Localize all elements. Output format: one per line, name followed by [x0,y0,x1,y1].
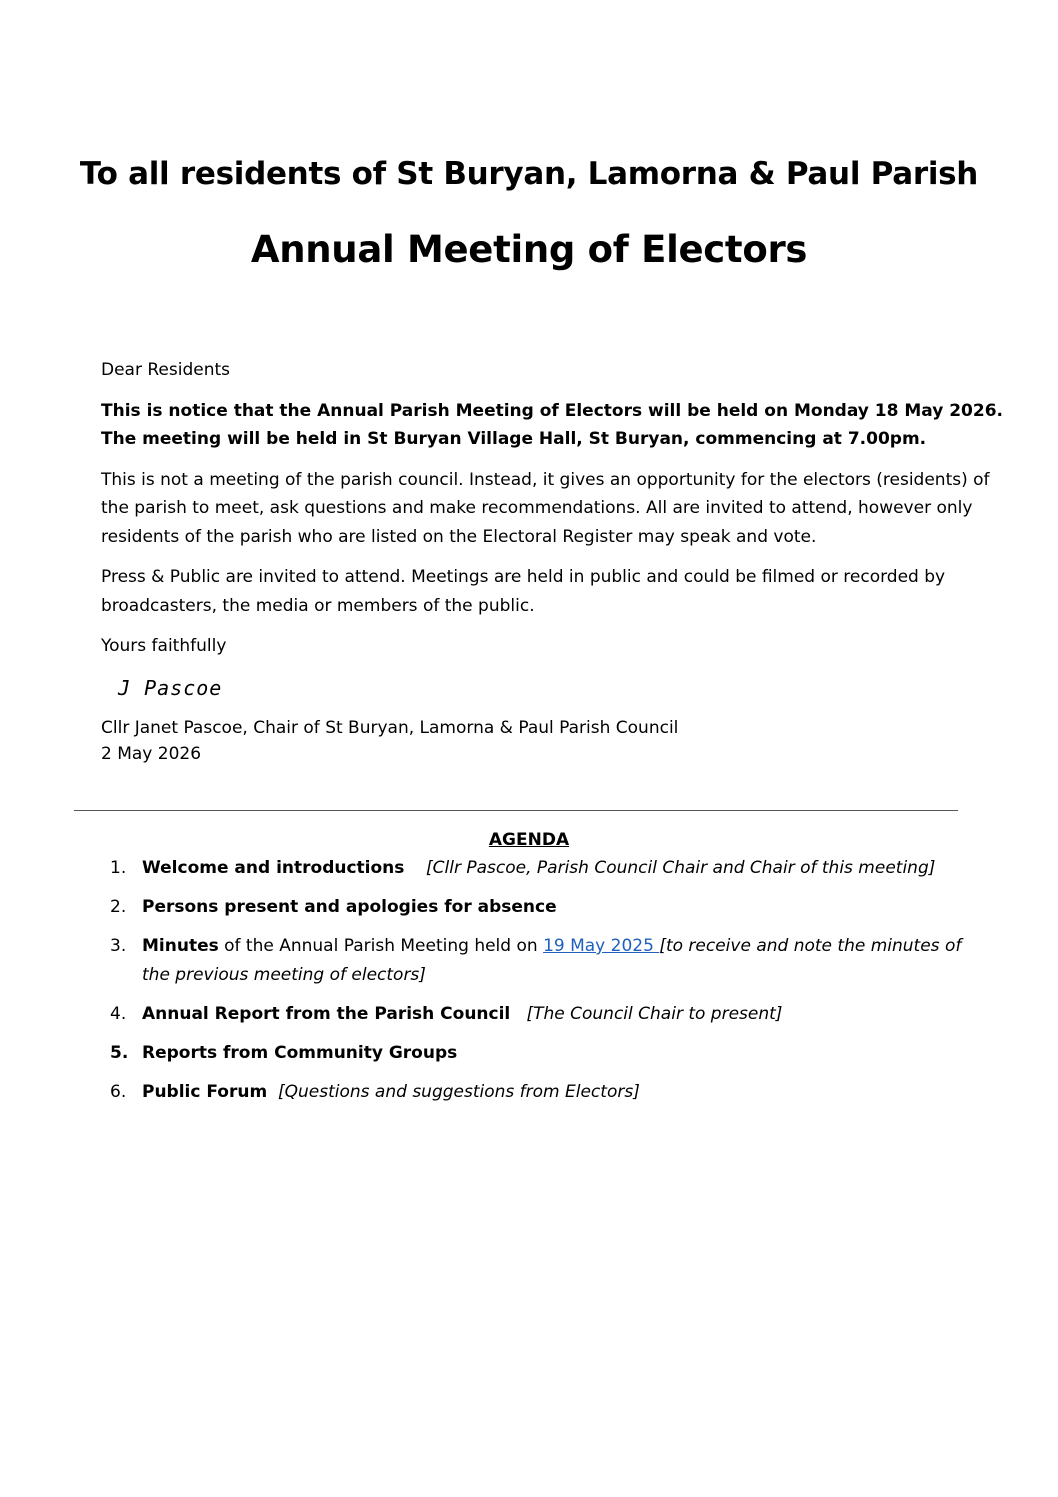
agenda-item-text: of the Annual Parish Meeting held on [218,936,544,956]
agenda-item [100,893,980,922]
agenda-item [100,1078,980,1107]
agenda-item-title: Reports from Community Groups [142,1042,458,1063]
letter-body [101,356,1011,767]
agenda-item [100,854,980,883]
meeting-notice: This is notice that the Annual Parish Meeting of Electors will be held on Monday 18 May 2026. The meeting will be held in St Buryan Village Hall, St Buryan, commencing at 7.00pm. [101,400,1004,449]
agenda-title: AGENDA [488,830,570,850]
notice-heading: To all residents of St Buryan, Lamorna & Paul Parish [79,156,979,192]
agenda-item-title: Annual Report from the Parish Council [142,1003,511,1024]
agenda-item-number: 6. [110,1081,127,1102]
agenda-item-number: 3. [110,936,127,956]
agenda-list [100,854,980,1117]
signatory: Cllr Janet Pascoe, Chair of St Buryan, Lamorna & Paul Parish Council [101,717,679,738]
purpose-paragraph: This is not a meeting of the parish council. Instead, it gives an opportunity for the electors (residents) of the parish to meet, ask questions and make recommendations. All are invited to attend, however only residents of the parish who are listed on the Electoral Register may speak and vote. [101,469,990,547]
agenda-item-title: Minutes [142,936,219,956]
divider [74,810,958,811]
agenda-item-number: 4. [110,1003,127,1024]
agenda-item-note: [Cllr Pascoe, Parish Council Chair and Chair of this meeting] [426,858,936,878]
agenda-item [100,1039,980,1068]
agenda-item [100,1000,980,1029]
agenda-item [100,932,980,989]
signature: J Pascoe [118,675,223,700]
agenda-item-number: 2. [110,897,127,917]
closing: Yours faithfully [101,636,227,656]
minutes-link[interactable]: 19 May 2025 [543,936,660,956]
agenda-item-title: Public Forum [142,1081,268,1102]
page-title: Annual Meeting of Electors [250,228,808,271]
letter-date: 2 May 2026 [101,743,202,764]
agenda-item-note: [The Council Chair to present] [526,1003,783,1024]
salutation: Dear Residents [101,360,230,380]
agenda-item-title: Persons present and apologies for absence [142,897,557,917]
agenda-item-number: 5. [110,1042,129,1063]
agenda-item-note: [Questions and suggestions from Electors] [278,1081,640,1102]
press-paragraph: Press & Public are invited to attend. Meetings are held in public and could be filmed or recorded by broadcasters, the media or members of the public. [101,567,946,616]
agenda-item-note: [to receive and note the minutes of the previous meeting of electors] [142,936,962,985]
agenda-item-title: Welcome and introductions [142,858,405,878]
agenda-item-number: 1. [110,858,127,878]
